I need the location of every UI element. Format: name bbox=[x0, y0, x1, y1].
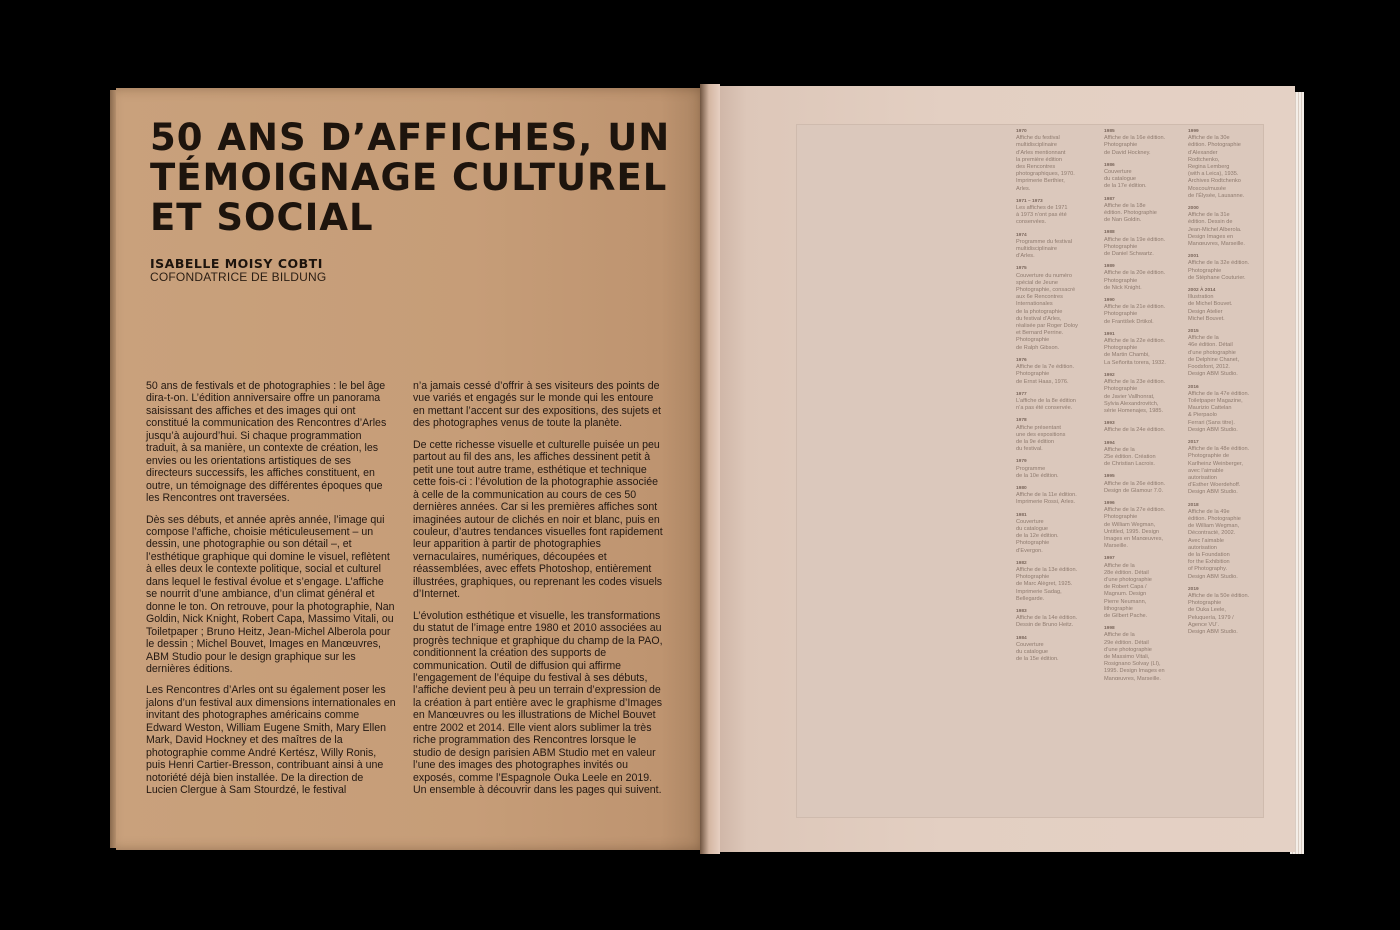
caption-text: Affiche de la 48e édition. Photographie de Karlheinz Weinberger, avec l’aimable autorisation d’Esther Woerdehoff. Design ABM Studio. bbox=[1188, 446, 1250, 496]
caption-entry bbox=[1016, 265, 1102, 351]
caption-entry bbox=[1188, 128, 1268, 200]
caption-entry bbox=[1016, 635, 1102, 664]
caption-year: 1993 bbox=[1104, 421, 1115, 427]
caption-entry bbox=[1104, 440, 1192, 469]
caption-year: 1992 bbox=[1104, 372, 1115, 378]
caption-year: 2018 bbox=[1188, 502, 1199, 508]
book-gutter bbox=[700, 84, 720, 854]
caption-entry bbox=[1104, 297, 1192, 326]
caption-entry bbox=[1188, 287, 1268, 323]
article-title: 50 ANS D’AFFICHES, UN TÉMOIGNAGE CULTUREL ET SOCIAL bbox=[150, 116, 671, 239]
caption-year: 1988 bbox=[1104, 230, 1115, 236]
caption-year: 1987 bbox=[1104, 196, 1115, 202]
caption-entry bbox=[1188, 586, 1268, 636]
caption-year: 1999 bbox=[1188, 129, 1199, 134]
caption-year: 1985 bbox=[1104, 129, 1115, 134]
caption-year: 1982 bbox=[1016, 560, 1027, 566]
caption-entry bbox=[1104, 500, 1192, 550]
left-page bbox=[116, 88, 708, 850]
caption-column-2 bbox=[1104, 128, 1192, 688]
caption-text: Illustration de Michel Bouvet. Design Atelier Michel Bouvet. bbox=[1188, 294, 1233, 322]
caption-text: Affiche de la 18e édition. Photographie de Nan Goldin. bbox=[1104, 202, 1157, 224]
caption-year: 2019 bbox=[1188, 586, 1199, 592]
caption-year: 2016 bbox=[1188, 384, 1199, 390]
caption-entry bbox=[1016, 198, 1102, 227]
caption-text: Affiche de la 50e édition. Photographie de Ouka Leele, Peluquería, 1979 / Agence VU’. Design ABM Studio. bbox=[1188, 592, 1250, 635]
caption-year: 1995 bbox=[1104, 474, 1115, 480]
caption-year: 1998 bbox=[1104, 626, 1115, 632]
caption-text: Affiche de la 20e édition. Photographie de Nick Knight. bbox=[1104, 270, 1166, 291]
caption-text: Affiche de la 22e édition. Photographie de Martin Chambi, La Señorita torera, 1932. bbox=[1104, 338, 1166, 366]
caption-year: 1997 bbox=[1104, 556, 1115, 562]
caption-entry bbox=[1016, 128, 1102, 193]
caption-text: Affiche de la 24e édition. bbox=[1104, 427, 1166, 434]
caption-entry bbox=[1016, 458, 1102, 480]
caption-year: 1970 bbox=[1016, 129, 1027, 134]
caption-entry bbox=[1104, 263, 1192, 292]
caption-text: Affiche de la 16e édition. Photographie de David Hockney. bbox=[1104, 135, 1166, 156]
caption-entry bbox=[1104, 229, 1192, 258]
caption-text: Affiche de la 49e édition. Photographie de William Wegman, Décontracté, 2002. Avec l’aimable autorisation de la Foundation for the Exhibition of Photography. Design ABM Studio. bbox=[1188, 508, 1241, 580]
caption-text: Affiche de la 19e édition. Photographie de Daniel Schwartz. bbox=[1104, 236, 1166, 258]
caption-entry bbox=[1016, 357, 1102, 386]
caption-text: Affiche de la 30e édition. Photographie d’Alexander Rodtchenko, Regina Lemberg (with a Leica), 1935. Archives Rodtchenko Moscou/musée de l’Élysée, Lausanne. bbox=[1188, 135, 1245, 199]
caption-text: Couverture du catalogue de la 15e édition. bbox=[1016, 641, 1059, 663]
caption-year: 1978 bbox=[1016, 418, 1027, 424]
caption-entry bbox=[1104, 162, 1192, 191]
caption-entry bbox=[1016, 417, 1102, 453]
caption-entry bbox=[1188, 205, 1268, 248]
author-name: ISABELLE MOISY COBTI bbox=[150, 256, 323, 271]
caption-entry bbox=[1016, 391, 1102, 413]
caption-text: Affiche de la 27e édition. Photographie de William Wegman, Untitled, 1995. Design Images en Manœuvres, Marseille. bbox=[1104, 507, 1166, 550]
caption-text: Couverture du numéro spécial de Jeune Photographie, consacré aux 6e Rencontres Internationales de la photographie du festival d’Arles, réalisée par Roger Doloy et Bernard Perrine. Photographie de Ralph Gibson. bbox=[1016, 272, 1078, 351]
text-column-2 bbox=[413, 380, 665, 806]
caption-entry bbox=[1016, 512, 1102, 555]
caption-year: 1976 bbox=[1016, 357, 1027, 363]
caption-text: Programme du festival multidisciplinaire d’Arles. bbox=[1016, 238, 1072, 260]
caption-entry bbox=[1188, 253, 1268, 282]
caption-year: 2015 bbox=[1188, 329, 1199, 335]
caption-entry bbox=[1016, 232, 1102, 261]
caption-entry bbox=[1016, 485, 1102, 507]
caption-year: 2000 bbox=[1188, 206, 1199, 212]
caption-text: Affiche de la 14e édition. Dessin de Bruno Heitz. bbox=[1016, 615, 1078, 629]
caption-year: 1991 bbox=[1104, 331, 1115, 337]
paragraph: 50 ans de festivals et de photographies : le bel âge dira-t-on. L’édition anniversaire offre un panorama saisissant des affiches et des images qui ont constitué la communication des Rencontres d’Arles jusqu’à aujourd’hui. Si chaque programmation traduit, à sa manière, un contexte de création, les envies ou les orientations artistiques de ses directeurs successifs, les affiches constituent, en outre, un témoignage des différentes époques que les Rencontres ont traversées. bbox=[146, 380, 387, 505]
caption-year: 1980 bbox=[1016, 485, 1027, 491]
caption-entry bbox=[1104, 331, 1192, 367]
caption-year: 2002 À 2014 bbox=[1188, 288, 1216, 294]
caption-text: Couverture du catalogue de la 12e édition. Photographie d’Evergon. bbox=[1016, 518, 1059, 554]
caption-entry bbox=[1188, 502, 1268, 581]
caption-text: Affiche de la 26e édition. Design de Glamour 7.0. bbox=[1104, 480, 1166, 494]
caption-year: 1986 bbox=[1104, 162, 1115, 168]
caption-year: 1979 bbox=[1016, 459, 1027, 465]
caption-entry bbox=[1016, 608, 1102, 630]
caption-text: Programme de la 10e édition. bbox=[1016, 465, 1059, 479]
caption-entry bbox=[1104, 555, 1192, 620]
caption-year: 1981 bbox=[1016, 512, 1027, 518]
caption-entry bbox=[1104, 473, 1192, 495]
paragraph: L’évolution esthétique et visuelle, les transformations du statut de l’image entre 1980 et 2010 associées au progrès technique et graphique du champ de la PAO, conditionnent la création des supports de communication. Outil de diffusion qui affirme l’engagement de l’équipe du festival à ses débuts, l’affiche devient peu à peu un terrain d’expression de la création à part entière avec le graphisme d’Images en Manœuvres ou les illustrations de Michel Bouvet entre 2002 et 2014. Elle vient alors sublimer la très riche programmation des Rencontres lorsque le studio de design parisien ABM Studio met en valeur l’une des images des photographes invités ou exposés, comme l’Espagnole Ouka Leele en 2019. Un ensemble à découvrir dans les pages qui suivent. bbox=[413, 609, 663, 797]
caption-text: Affiche du festival multidisciplinaire d’Arles mentionnant la première édition des Rencontres photographiques, 1970. Imprimerie Berthier, Arles. bbox=[1016, 135, 1075, 192]
caption-entry bbox=[1104, 128, 1192, 157]
caption-entry bbox=[1104, 420, 1192, 434]
caption-year: 1989 bbox=[1104, 264, 1115, 270]
caption-entry bbox=[1104, 372, 1192, 415]
caption-year: 1977 bbox=[1016, 391, 1027, 397]
paragraph: n’a jamais cessé d’offrir à ses visiteurs des points de vue variés et engagés sur le monde qui les entoure en mettant l’accent sur des expositions, des sujets et des photographes venus de toute la planète. bbox=[413, 380, 661, 430]
caption-entry bbox=[1188, 439, 1268, 497]
caption-text: Affiche de la 31e édition. Dessin de Jean-Michel Alberola. Design Images en Manœuvres, Marseille. bbox=[1188, 212, 1245, 248]
caption-entry bbox=[1104, 196, 1192, 225]
caption-text: Affiche de la 23e édition. Photographie de Javier Vallhonrat, Sylvia Alexandrovitch, série Homenajes, 1985. bbox=[1104, 379, 1166, 414]
paragraph: De cette richesse visuelle et culturelle puisée un peu partout au fil des ans, les affiches dessinent petit à petit une tout autre trame, esthétique et technique cette fois-ci : l’évolution de la photographie associée à celle de la communication au cours de ces 50 dernières années. Car si les premières affiches sont imaginées autour de clichés en noir et blanc, puis en couleur, d’autres tendances visuelles font rapidement leur apparition à partir de photographies vernaculaires, numériques, découpées et réassemblées, avec effets Photoshop, entièrement illustrées, graphiques, ou reprenant les codes visuels d’Internet. bbox=[413, 438, 663, 601]
text-column-1 bbox=[146, 380, 396, 806]
caption-year: 1983 bbox=[1016, 608, 1027, 614]
caption-text: Affiche de la 32e édition. Photographie de Stéphane Couturier. bbox=[1188, 260, 1250, 281]
caption-year: 1996 bbox=[1104, 500, 1115, 506]
caption-text: Affiche de la 25e édition. Création de Christian Lacroix. bbox=[1104, 446, 1156, 468]
caption-year: 2001 bbox=[1188, 254, 1199, 260]
caption-year: 1974 bbox=[1016, 232, 1027, 238]
right-page bbox=[712, 86, 1295, 852]
caption-text: L’affiche de la 8e édition n’a pas été conservée. bbox=[1016, 397, 1076, 412]
caption-text: Affiche de la 7e édition. Photographie de Ernst Haas, 1976. bbox=[1016, 364, 1075, 385]
caption-year: 2017 bbox=[1188, 439, 1199, 445]
caption-entry bbox=[1016, 560, 1102, 603]
caption-year: 1971 – 1973 bbox=[1016, 198, 1043, 204]
caption-text: Couverture du catalogue de la 17e édition. bbox=[1104, 169, 1147, 190]
caption-entry bbox=[1104, 625, 1192, 683]
author-role: COFONDATRICE DE BILDUNG bbox=[150, 270, 327, 284]
caption-year: 1984 bbox=[1016, 635, 1027, 641]
caption-year: 1994 bbox=[1104, 440, 1115, 446]
caption-text: Affiche de la 47e édition. Toiletpaper Magazine, Maurizio Cattelan & Pierpaolo Ferrari (Sans titre). Design ABM Studio. bbox=[1188, 390, 1250, 433]
caption-text: Affiche présentant une des expositions de la 9e édition du festival. bbox=[1016, 424, 1066, 453]
caption-column-3 bbox=[1188, 128, 1268, 641]
caption-year: 1975 bbox=[1016, 266, 1027, 272]
caption-text: Les affiches de 1971 à 1973 n’ont pas été conservées. bbox=[1016, 205, 1068, 226]
caption-entry bbox=[1188, 328, 1268, 378]
caption-text: Affiche de la 46e édition. Détail d’une photographie de Delphine Chanet, Foodsfont, 2012. Design ABM Studio. bbox=[1188, 335, 1240, 378]
caption-column-1 bbox=[1016, 128, 1102, 668]
caption-text: Affiche de la 21e édition. Photographie de František Drtikol. bbox=[1104, 304, 1166, 325]
caption-entry bbox=[1188, 384, 1268, 434]
paragraph: Les Rencontres d’Arles ont su également poser les jalons d’un festival aux dimensions internationales en invitant des photographes américains comme Edward Weston, William Eugene Smith, Mary Ellen Mark, David Hockney et des maîtres de la photographie comme André Kertész, Willy Ronis, puis Henri Cartier-Bresson, contribuant ainsi à une notoriété déjà bien installée. De la direction de Lucien Clergue à Sam Stourdzé, le festival bbox=[146, 684, 396, 797]
paragraph: Dès ses débuts, et année après année, l’image qui compose l’affiche, choisie méticuleusement – un dessin, une photographie ou son détail –, et l’esthétique graphique qui domine le visuel, reflètent à elles deux le contexte politique, social et culturel dans lequel le festival évolue et s’engage. L’affiche se nourrit d’une ambiance, d’un climat général et donne le ton. On retrouve, pour la photographie, Nan Goldin, Nick Knight, Robert Capa, Massimo Vitali, ou Toiletpaper ; Bruno Heitz, Jean-Michel Alberola pour le dessin ; Michel Bouvet, Images en Manœuvres, ABM Studio pour le design graphique sur les dernières éditions. bbox=[146, 513, 395, 675]
caption-text: Affiche de la 28e édition. Détail d’une photographie de Robert Capa / Magnum. Design Pierre Neumann, lithographie de Gilbert Pache. bbox=[1104, 562, 1152, 619]
caption-text: Affiche de la 29e édition. Détail d’une photographie de Massimo Vitali, Rosignano Solvay (LI), 1995. Design Images en Manœuvres, Marseille. bbox=[1104, 632, 1165, 682]
caption-text: Affiche de la 11e édition. Imprimerie Rossi, Arles. bbox=[1016, 492, 1077, 506]
caption-text: Affiche de la 13e édition. Photographie de Marc Alègret, 1925. Imprimerie Sadag, Bellegarde. bbox=[1016, 566, 1078, 602]
caption-year: 1990 bbox=[1104, 298, 1115, 304]
